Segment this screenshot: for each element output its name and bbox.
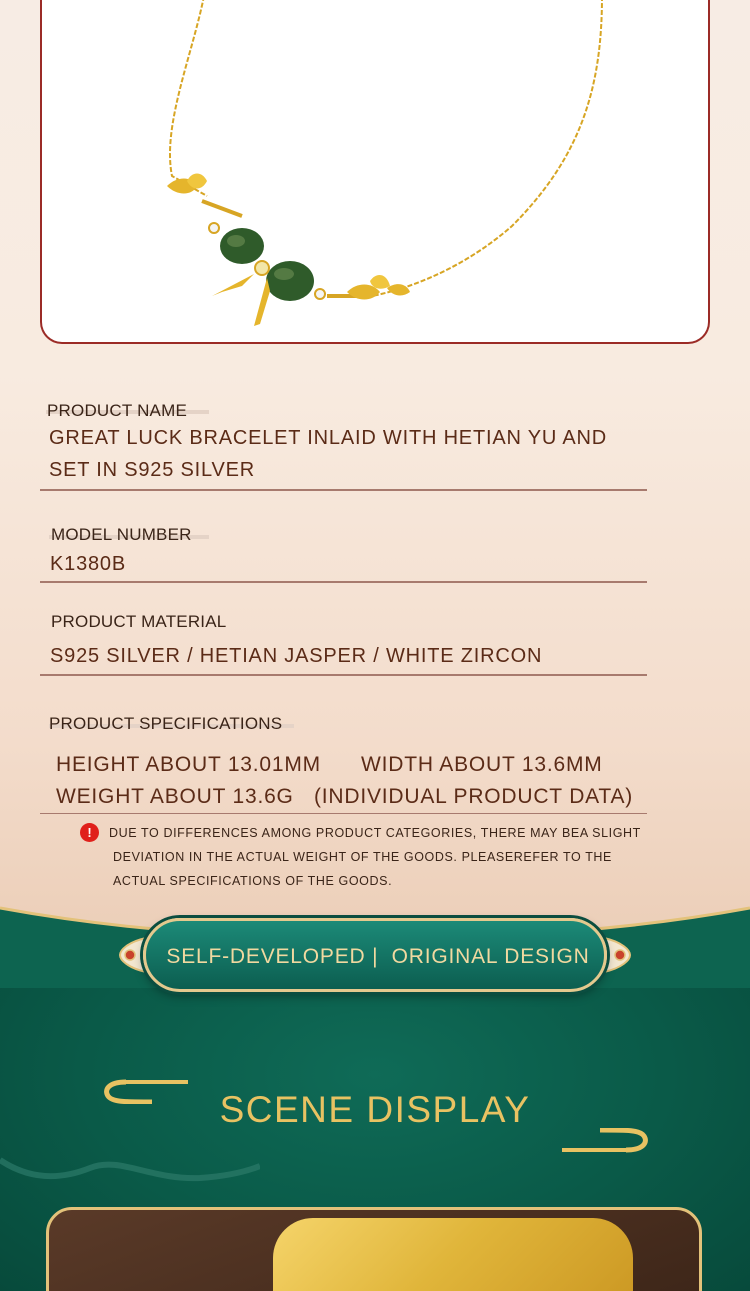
- divider: [40, 581, 647, 583]
- scene-display-title: SCENE DISPLAY: [219, 1089, 531, 1130]
- individual-data-note: (INDIVIDUAL PRODUCT DATA): [314, 785, 634, 808]
- divider: [40, 674, 647, 676]
- product-photo: [40, 0, 710, 344]
- design-banner: [143, 918, 607, 992]
- scene-image: [46, 1207, 702, 1291]
- notice-line1: DUE TO DIFFERENCES AMONG PRODUCT CATEGORIES, THERE MAY BEA SLIGHT: [109, 826, 641, 840]
- gold-plate-image: [273, 1218, 633, 1291]
- warning-icon: !: [80, 823, 99, 842]
- model-number-value: K1380B: [50, 553, 126, 575]
- notice-line2: DEVIATION IN THE ACTUAL WEIGHT OF THE GOODS. PLEASEREFER TO THE: [113, 850, 612, 864]
- material-label: PRODUCT MATERIAL: [51, 612, 227, 631]
- divider: [40, 489, 647, 491]
- cloud-ornament: [0, 1150, 260, 1200]
- model-number-label: MODEL NUMBER: [51, 525, 192, 544]
- banner-text: SELF-DEVELOPED | ORIGINAL DESIGN: [166, 945, 590, 968]
- divider: [40, 813, 647, 814]
- specifications-label: PRODUCT SPECIFICATIONS: [49, 714, 283, 733]
- product-name-label: PRODUCT NAME: [47, 401, 187, 420]
- product-name-line1: GREAT LUCK BRACELET INLAID WITH HETIAN YU AND: [49, 427, 607, 449]
- notice-line3: ACTUAL SPECIFICATIONS OF THE GOODS.: [113, 874, 393, 888]
- material-value: S925 SILVER / HETIAN JASPER / WHITE ZIRCON: [50, 645, 543, 667]
- weight-spec: WEIGHT ABOUT 13.6G: [56, 785, 294, 808]
- width-spec: WIDTH ABOUT 13.6MM: [361, 753, 603, 776]
- bracelet-image: [42, 0, 712, 342]
- height-spec: HEIGHT ABOUT 13.01MM: [56, 753, 321, 776]
- product-name-line2: SET IN S925 SILVER: [49, 459, 255, 481]
- title-right-ornament: [560, 1128, 650, 1154]
